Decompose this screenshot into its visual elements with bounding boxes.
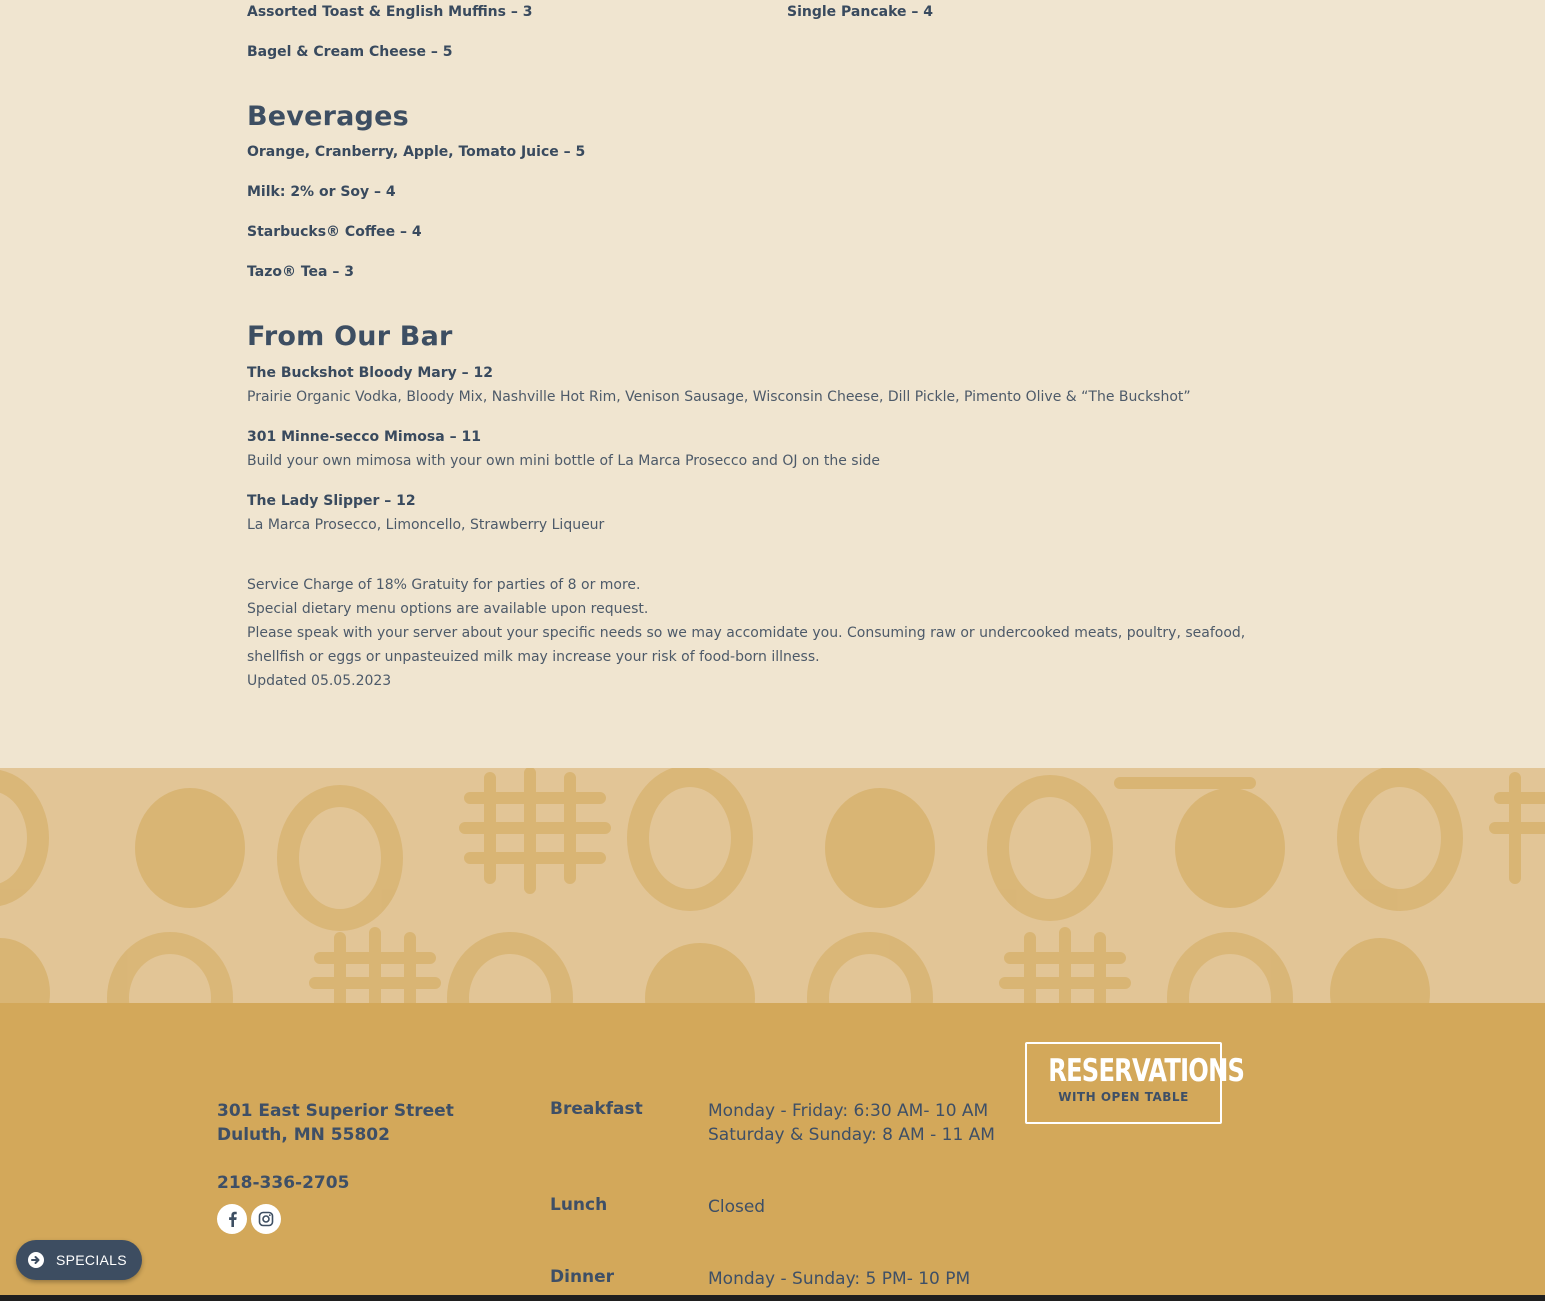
reservations-button[interactable] xyxy=(1025,1042,1245,1124)
site-footer xyxy=(0,1003,1545,1295)
hours-line: Saturday & Sunday: 8 AM - 11 AM xyxy=(708,1125,995,1145)
menu-item: Single Pancake – 4 xyxy=(787,4,934,20)
phone-link[interactable]: 218-336-2705 xyxy=(217,1173,350,1193)
reservations-subtitle: WITH OPEN TABLE xyxy=(1058,1090,1189,1104)
specials-label: SPECIALS xyxy=(56,1252,127,1268)
arrow-right-circle-icon xyxy=(28,1252,44,1268)
beverages-heading: Beverages xyxy=(247,101,409,132)
address-line-2: Duluth, MN 55802 xyxy=(217,1125,390,1145)
menu-item-name: 301 Minne-secco Mimosa – 11 xyxy=(247,429,481,445)
menu-item: Orange, Cranberry, Apple, Tomato Juice – 5 xyxy=(247,144,586,160)
menu-item: Milk: 2% or Soy – 4 xyxy=(247,184,396,200)
reservations-title: RESERVATIONS xyxy=(1048,1053,1245,1089)
food-pattern-graphic xyxy=(0,768,1545,1003)
hours-dinner xyxy=(708,1267,970,1291)
menu-item-name: The Buckshot Bloody Mary – 12 xyxy=(247,365,493,381)
facebook-link[interactable] xyxy=(217,1204,247,1234)
menu-item-description: Build your own mimosa with your own mini bottle of La Marca Prosecco and OJ on the side xyxy=(247,453,880,469)
menu-item-description: La Marca Prosecco, Limoncello, Strawberry Liqueur xyxy=(247,517,605,533)
note-gratuity: Service Charge of 18% Gratuity for parties of 8 or more. xyxy=(247,577,641,593)
instagram-icon xyxy=(258,1211,274,1227)
address xyxy=(217,1099,454,1147)
menu-item: Bagel & Cream Cheese – 5 xyxy=(247,44,453,60)
hours-line: Monday - Friday: 6:30 AM- 10 AM xyxy=(708,1101,989,1121)
note-allergy: Please speak with your server about your specific needs so we may accomidate you. Consuming raw or undercooked meats, poultry, seafood, shellfish or eggs or unpasteuized milk may increase your risk of food-born illness. xyxy=(247,625,1246,665)
note-dietary: Special dietary menu options are available upon request. xyxy=(247,601,649,617)
menu-item: Starbucks® Coffee – 4 xyxy=(247,224,422,240)
facebook-icon xyxy=(225,1211,239,1227)
menu-item-description: Prairie Organic Vodka, Bloody Mix, Nashville Hot Rim, Venison Sausage, Wisconsin Cheese, Dill Pickle, Pimento Olive & “The Buckshot” xyxy=(247,389,1191,405)
page-bottom-edge xyxy=(0,1295,1545,1301)
hours-line: Closed xyxy=(708,1197,766,1217)
bar-heading: From Our Bar xyxy=(247,321,453,352)
menu-notes xyxy=(247,573,1287,693)
decorative-pattern-band xyxy=(0,768,1545,1003)
menu-item: Assorted Toast & English Muffins – 3 xyxy=(247,4,533,20)
address-line-1: 301 East Superior Street xyxy=(217,1101,454,1121)
instagram-link[interactable] xyxy=(251,1204,281,1234)
menu-item: Tazo® Tea – 3 xyxy=(247,264,354,280)
hours-label-breakfast: Breakfast xyxy=(550,1099,643,1119)
hours-breakfast xyxy=(708,1099,995,1147)
hours-lunch xyxy=(708,1195,765,1219)
menu-item-name: The Lady Slipper – 12 xyxy=(247,493,416,509)
hours-line: Monday - Sunday: 5 PM- 10 PM xyxy=(708,1269,971,1289)
hours-label-dinner: Dinner xyxy=(550,1267,615,1287)
specials-button[interactable] xyxy=(16,1240,142,1280)
note-updated: Updated 05.05.2023 xyxy=(247,673,392,689)
hours-label-lunch: Lunch xyxy=(550,1195,608,1215)
